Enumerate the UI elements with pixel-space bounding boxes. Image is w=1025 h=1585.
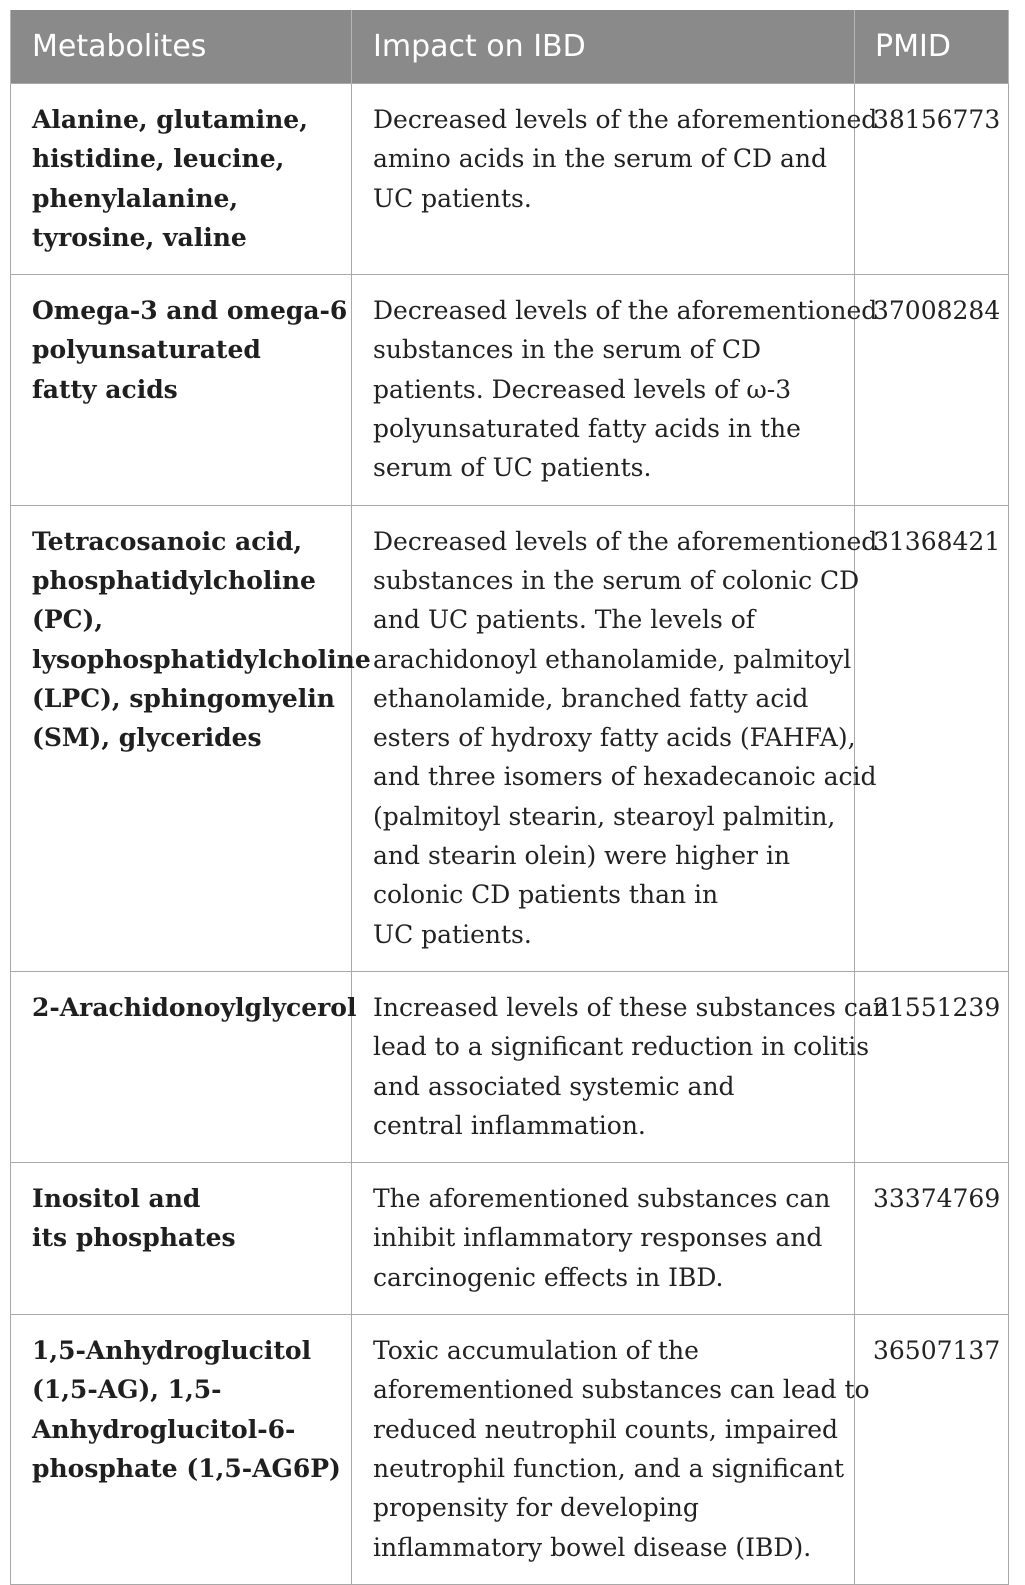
metabolites-line: 1,5-Anhydroglucitol <box>32 1336 312 1366</box>
impact-line: lead to a significant reduction in colitis <box>373 1032 870 1062</box>
impact-line: serum of UC patients. <box>373 453 652 483</box>
table-row <box>11 505 1009 971</box>
metabolites-line: phenylalanine, <box>32 183 239 213</box>
impact-line: patients. Decreased levels of ω-3 <box>373 374 792 404</box>
metabolites-table <box>10 10 1008 1585</box>
table-row <box>11 971 1009 1162</box>
impact-cell <box>352 505 878 971</box>
impact-line: and stearin olein) were higher in <box>373 841 791 871</box>
impact-cell <box>352 1163 855 1315</box>
impact-line: Decreased levels of the aforementioned <box>373 105 878 134</box>
metabolites-cell <box>11 971 357 1162</box>
impact-cell <box>352 84 878 275</box>
metabolites-line: (SM), glycerides <box>32 723 262 753</box>
pmid-cell: 38156773 <box>855 84 1009 275</box>
impact-line: ethanolamide, branched fatty acid <box>373 683 809 713</box>
table-header <box>11 10 1009 84</box>
impact-line: central inflammation. <box>373 1110 646 1140</box>
pmid-cell: 36507137 <box>855 1315 1009 1585</box>
impact-line: (palmitoyl stearin, stearoyl palmitin, <box>373 801 836 831</box>
metabolites-line: histidine, leucine, <box>32 144 285 174</box>
impact-line: and associated systemic and <box>373 1071 735 1101</box>
impact-line: inflammatory bowel disease (IBD). <box>373 1532 812 1562</box>
impact-line: and three isomers of hexadecanoic acid <box>373 762 877 792</box>
metabolites-line: (1,5-AG), 1,5- <box>32 1375 222 1405</box>
metabolites-line: Alanine, glutamine, <box>32 105 308 134</box>
table-row <box>11 84 1009 275</box>
header-pmid: PMID <box>855 10 1009 84</box>
impact-line: polyunsaturated fatty acids in the <box>373 414 801 444</box>
metabolites-line: 2-Arachidonoylglycerol <box>32 992 357 1022</box>
impact-line: and UC patients. The levels of <box>373 605 756 635</box>
metabolites-line: lysophosphatidylcholine <box>32 644 371 674</box>
metabolites-cell <box>11 275 352 505</box>
pmid-cell: 21551239 <box>855 971 1009 1162</box>
header-metabolites: Metabolites <box>11 10 352 84</box>
impact-line: aforementioned substances can lead to <box>373 1375 870 1405</box>
metabolites-line: Anhydroglucitol-6- <box>32 1414 296 1444</box>
pmid-cell: 33374769 <box>855 1163 1009 1315</box>
metabolites-line: Tetracosanoic acid, <box>32 526 303 556</box>
impact-line: esters of hydroxy fatty acids (FAHFA), <box>373 723 856 753</box>
impact-line: amino acids in the serum of CD and <box>373 144 828 174</box>
impact-line: arachidonoyl ethanolamide, palmitoyl <box>373 644 852 674</box>
table-row <box>11 1163 1009 1315</box>
metabolites-cell <box>11 84 352 275</box>
data-table <box>10 10 1009 1585</box>
table-body <box>11 84 1009 1585</box>
header-impact: Impact on IBD <box>352 10 855 84</box>
impact-line: neutrophil function, and a significant <box>373 1453 845 1483</box>
impact-cell <box>352 275 878 505</box>
impact-line: Decreased levels of the aforementioned <box>373 296 878 326</box>
impact-line: UC patients. <box>373 183 532 213</box>
metabolites-line: phosphate (1,5-AG6P) <box>32 1453 341 1483</box>
metabolites-line: its phosphates <box>32 1223 236 1253</box>
metabolites-line: phosphatidylcholine <box>32 565 316 595</box>
impact-line: substances in the serum of colonic CD <box>373 565 860 595</box>
impact-line: substances in the serum of CD <box>373 335 762 365</box>
impact-line: Toxic accumulation of the <box>373 1336 699 1366</box>
metabolites-line: Omega-3 and omega-6 <box>32 296 348 326</box>
metabolites-cell <box>11 1315 352 1585</box>
metabolites-line: polyunsaturated <box>32 335 261 365</box>
impact-line: inhibit inflammatory responses and <box>373 1223 823 1253</box>
metabolites-line: fatty acids <box>32 374 178 404</box>
impact-line: carcinogenic effects in IBD. <box>373 1262 724 1292</box>
impact-line: Decreased levels of the aforementioned <box>373 526 878 556</box>
metabolites-cell <box>11 1163 352 1315</box>
impact-line: reduced neutrophil counts, impaired <box>373 1414 839 1444</box>
table-row <box>11 1315 1009 1585</box>
metabolites-line: tyrosine, valine <box>32 222 247 252</box>
impact-line: propensity for developing <box>373 1493 699 1523</box>
impact-cell <box>352 971 889 1162</box>
pmid-cell: 37008284 <box>855 275 1009 505</box>
impact-line: Increased levels of these substances can <box>373 992 889 1022</box>
impact-line: The aforementioned substances can <box>373 1184 831 1214</box>
table-row <box>11 275 1009 505</box>
impact-line: UC patients. <box>373 919 532 949</box>
metabolites-line: (LPC), sphingomyelin <box>32 683 335 713</box>
pmid-cell: 31368421 <box>855 505 1009 971</box>
metabolites-line: (PC), <box>32 605 104 635</box>
impact-cell <box>352 1315 870 1585</box>
header-row <box>11 10 1009 84</box>
metabolites-line: Inositol and <box>32 1184 201 1214</box>
impact-line: colonic CD patients than in <box>373 880 719 910</box>
metabolites-cell <box>11 505 371 971</box>
